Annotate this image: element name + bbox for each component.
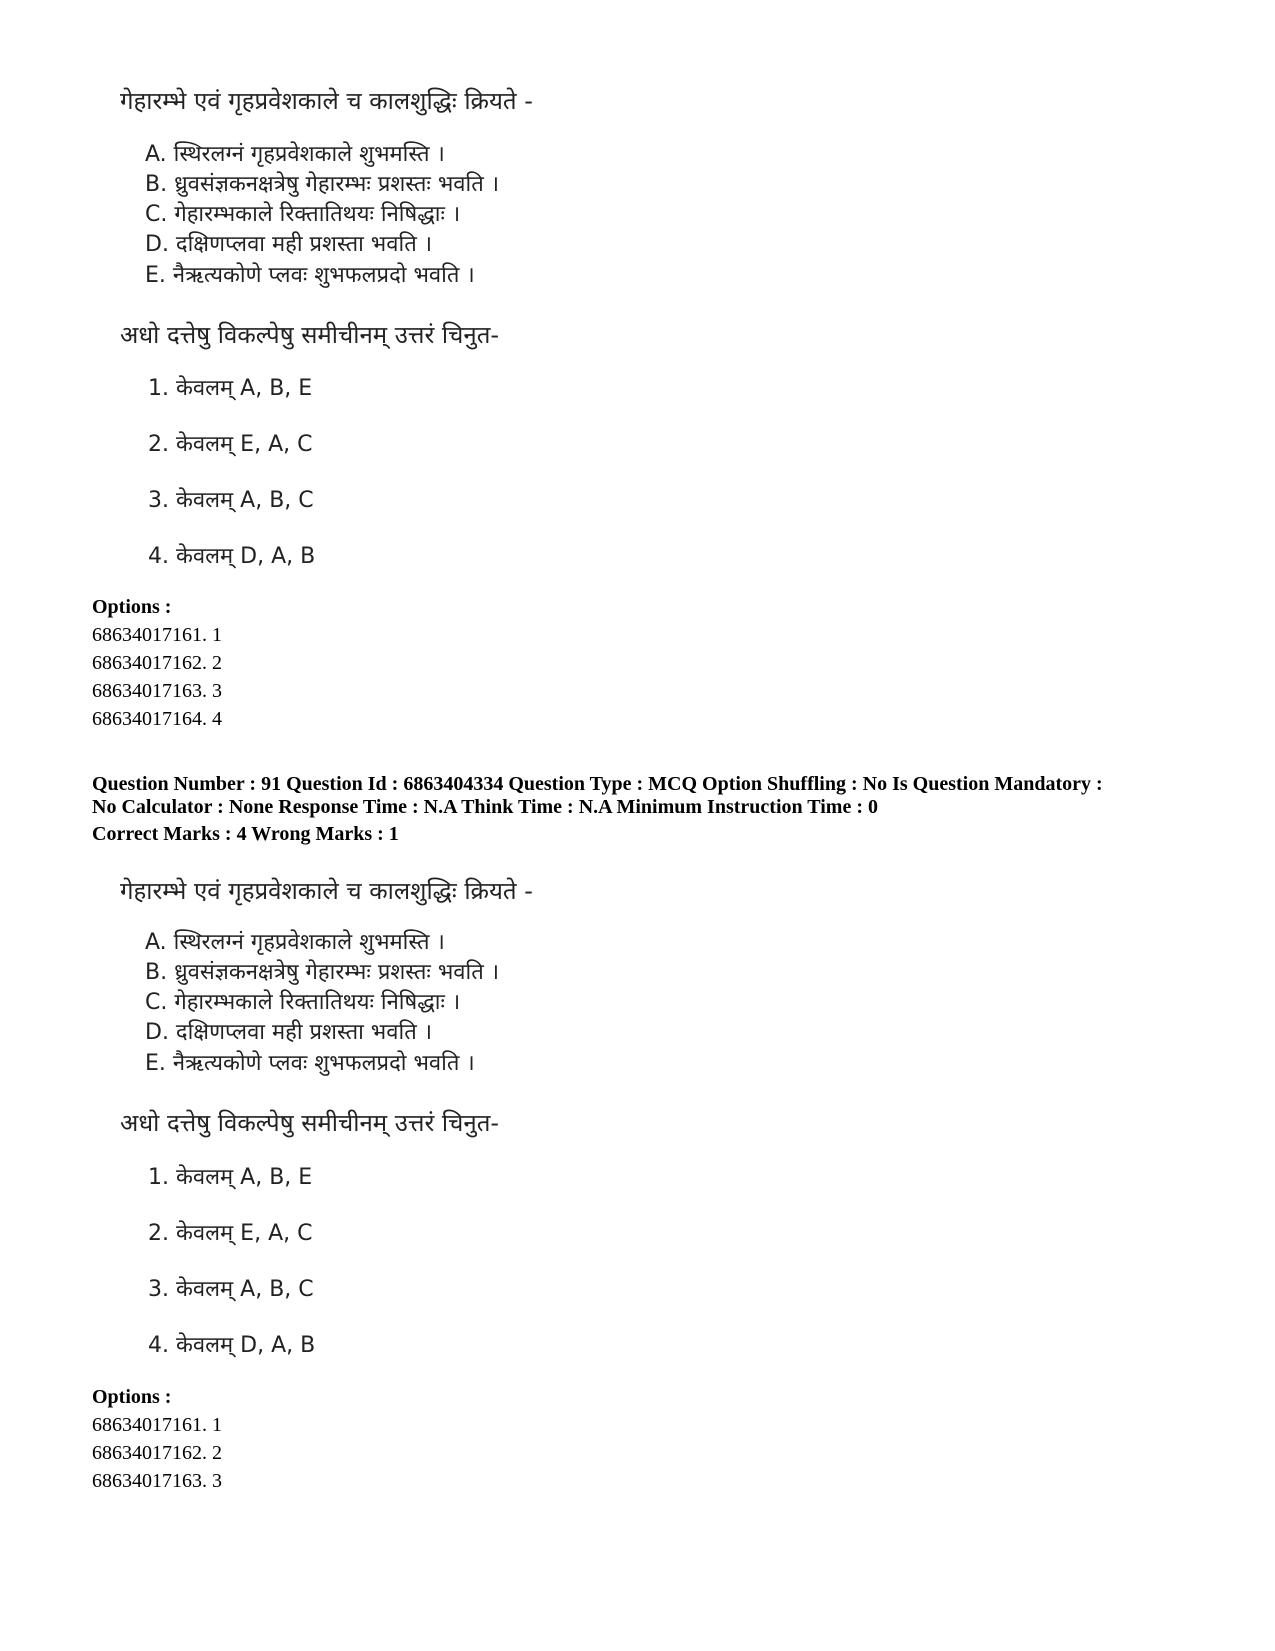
- instruction-text: अधो दत्तेषु विकल्पेषु समीचीनम् उत्तरं चिनुत-: [120, 321, 500, 349]
- question-stem: गेहारम्भे एवं गृहप्रवेशकाले च कालशुद्धिः क्रियते -: [120, 87, 533, 115]
- choice-3: 3. केवलम् A, B, C: [148, 488, 314, 513]
- instruction-text: अधो दत्तेषु विकल्पेषु समीचीनम् उत्तरं चिनुत-: [120, 1109, 500, 1137]
- statement-b: B. ध्रुवसंज्ञकनक्षत्रेषु गेहारम्भः प्रशस्तः भवति ।: [145, 172, 500, 197]
- option-3: 68634017163. 3: [92, 1470, 222, 1492]
- choice-3: 3. केवलम् A, B, C: [148, 1277, 314, 1302]
- options-label: Options :: [92, 596, 172, 618]
- choice-2: 2. केवलम् E, A, C: [148, 432, 313, 457]
- statement-a: A. स्थिरलग्नं गृहप्रवेशकाले शुभमस्ति ।: [145, 930, 445, 955]
- statement-a: A. स्थिरलग्नं गृहप्रवेशकाले शुभमस्ति ।: [145, 142, 445, 167]
- statement-e: E. नैऋत्यकोणे प्लवः शुभफलप्रदो भवति ।: [145, 1051, 475, 1076]
- question-stem: गेहारम्भे एवं गृहप्रवेशकाले च कालशुद्धिः क्रियते -: [120, 877, 533, 905]
- statement-c: C. गेहारम्भकाले रिक्तातिथयः निषिद्धाः ।: [145, 202, 461, 227]
- choice-1: 1. केवलम् A, B, E: [148, 376, 313, 401]
- statement-e: E. नैऋत्यकोणे प्लवः शुभफलप्रदो भवति ।: [145, 263, 475, 288]
- option-1: 68634017161. 1: [92, 1414, 222, 1436]
- choice-2: 2. केवलम् E, A, C: [148, 1221, 313, 1246]
- option-2: 68634017162. 2: [92, 1442, 222, 1464]
- option-2: 68634017162. 2: [92, 652, 222, 674]
- statement-c: C. गेहारम्भकाले रिक्तातिथयः निषिद्धाः ।: [145, 990, 461, 1015]
- options-label: Options :: [92, 1386, 172, 1408]
- question-meta-line1: Question Number : 91 Question Id : 6863404334 Question Type : MCQ Option Shuffling : No Is Question Mandatory :: [92, 773, 1103, 795]
- statement-b: B. ध्रुवसंज्ञकनक्षत्रेषु गेहारम्भः प्रशस्तः भवति ।: [145, 960, 500, 985]
- option-4: 68634017164. 4: [92, 708, 222, 730]
- choice-4: 4. केवलम् D, A, B: [148, 1333, 316, 1358]
- option-1: 68634017161. 1: [92, 624, 222, 646]
- question-marks: Correct Marks : 4 Wrong Marks : 1: [92, 823, 399, 845]
- option-3: 68634017163. 3: [92, 680, 222, 702]
- question-meta-line2: No Calculator : None Response Time : N.A Think Time : N.A Minimum Instruction Time : 0: [92, 796, 878, 818]
- statement-d: D. दक्षिणप्लवा मही प्रशस्ता भवति ।: [145, 232, 433, 257]
- statement-d: D. दक्षिणप्लवा मही प्रशस्ता भवति ।: [145, 1020, 433, 1045]
- choice-1: 1. केवलम् A, B, E: [148, 1165, 313, 1190]
- choice-4: 4. केवलम् D, A, B: [148, 544, 316, 569]
